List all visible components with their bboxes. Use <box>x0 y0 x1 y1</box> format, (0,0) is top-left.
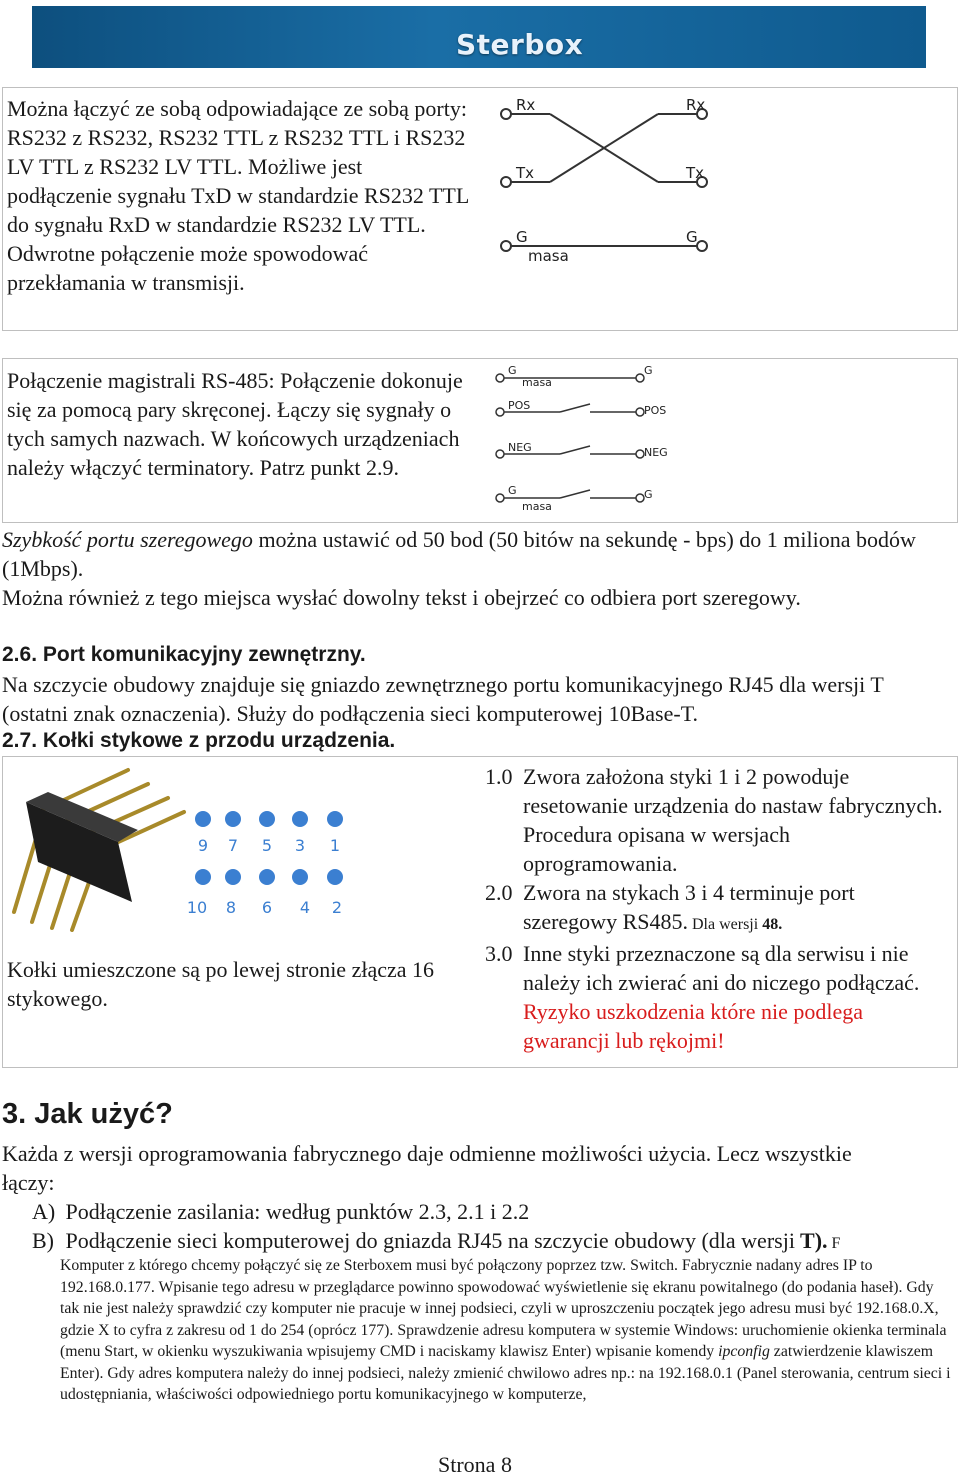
list-item-a-text: Podłączenie zasilania: według punktów 2.3, 2.1 i 2.2 <box>65 1199 530 1224</box>
section-26-text: Na szczycie obudowy znajduje się gniazdo zewnętrznego portu komunikacyjnego RJ45 dla wersji T (ostatni znak oznaczenia). Służy do podłączenia sieci komputerowej 10Base-T. <box>2 672 884 726</box>
rs485-bus-diagram <box>490 364 680 514</box>
pins-caption: Kołki umieszczone są po lewej stronie złącza 16 stykowego. <box>7 957 435 1011</box>
pin-label-3: 3 <box>294 836 306 855</box>
serial-speed-term: Szybkość portu szeregowego <box>2 527 253 552</box>
pin-label-1: 1 <box>329 836 341 855</box>
jumper-item-1 <box>485 762 947 878</box>
pos-right-label: POS <box>644 404 667 417</box>
neg-right-label: NEG <box>644 446 668 459</box>
jumper-item-2-text: Zwora na stykach 3 i 4 terminuje port szeregowy RS485. <box>523 880 855 934</box>
section-3-intro: Każda z wersji oprogramowania fabrycznego daje odmienne możliwości użycia. Lecz wszystkie łączy: <box>2 1141 852 1195</box>
list-item-b-letter: B) <box>32 1228 54 1253</box>
pin-header-illustration <box>8 762 188 932</box>
jumper-item-2-version-number: 48. <box>762 916 783 933</box>
network-instructions-continuation: zatwierdzenie klawiszem Enter). Gdy adres komputera należy do innej podsieci, należy zmienić chwilowo adres np.: na 192.168.0.1 (Panel sterowania, centrum sieci i udostępniania, właściwości odpowiedniego portu komunikacyjnego w komputerze, <box>60 1343 951 1403</box>
section-26-heading: 2.6. Port komunikacyjny zewnętrzny. <box>2 643 366 666</box>
jumper-item-3-number: 3.0 <box>485 941 513 966</box>
serial-speed-text <box>2 525 952 612</box>
pin-label-6: 6 <box>261 898 273 917</box>
list-item-b <box>32 1226 952 1258</box>
section-3-heading: 3. Jak użyć? <box>2 1098 173 1130</box>
serial-send-text: Można również z tego miejsca wysłać dowolny tekst i obejrzeć co odbiera port szeregowy. <box>2 585 801 610</box>
pin-label-8: 8 <box>225 898 237 917</box>
jumper-item-2-version: Dla wersji <box>687 916 763 933</box>
jumper-item-1-number: 1.0 <box>485 764 513 789</box>
g-top-left-label: G <box>508 364 517 377</box>
g-bottom-right-label: G <box>644 488 653 501</box>
jumper-item-2-number: 2.0 <box>485 880 513 905</box>
section-27-heading: 2.7. Kołki stykowe z przodu urządzenia. <box>2 729 396 752</box>
list-item-b-version: T). <box>794 1228 828 1253</box>
jumper-item-3-warning: Ryzyko uszkodzenia które nie podlega gwarancji lub rękojmi! <box>523 999 864 1053</box>
jumper-item-3 <box>485 939 947 1055</box>
jumper-item-1-text: Zwora założona styki 1 i 2 powoduje resetowanie urządzenia do nastaw fabrycznych. Procedura opisana w wersjach oprogramowania. <box>523 764 943 876</box>
pos-left-label: POS <box>508 399 531 412</box>
pin-label-10: 10 <box>186 898 208 917</box>
list-item-b-text: Podłączenie sieci komputerowej do gniazda RJ45 na szczycie obudowy (dla wersji <box>65 1228 795 1253</box>
jumper-item-3-text: Inne styki przeznaczone są dla serwisu i nie należy ich zwierać ani do niczego podłączać. <box>523 941 920 995</box>
jumper-item-2 <box>485 878 947 939</box>
pin-label-4: 4 <box>299 898 311 917</box>
rs232-crossover-diagram <box>490 98 720 268</box>
serial-connection-text: Można łączyć ze sobą odpowiadające ze sobą porty: RS232 z RS232, RS232 TTL z RS232 TTL i RS232 LV TTL z RS232 LV TTL. Możliwe jest podłączenie sygnału TxD w standardzie RS232 TTL do sygnału RxD w standardzie RS232 LV TTL. Odwrotne połączenie może spowodować przekłamania w transmisji. <box>7 96 469 295</box>
masa-top-label: masa <box>522 376 552 389</box>
serial-speed-rest: można ustawić od 50 bod (50 bitów na sekundę - bps) do 1 miliona bodów (1Mbps). <box>2 527 916 581</box>
masa-label: masa <box>528 247 569 265</box>
jumper-list <box>485 762 947 1055</box>
g-right-label: G <box>686 228 698 246</box>
network-instructions-text: Komputer z którego chcemy połączyć się ze Sterboxem musi być połączony poprzez tzw. Switch. Fabrycznie nadany adres IP to 192.168.0.177. Wpisanie tego adresu w przeglądarce powinno spowodować wyświetlenie się ekranu powitalnego (do podania haseł). Gdy tak nie jest należy sprawdzić czy komputer nie pracuje w innej podsieci, czyli w uproszczeniu początek jego adresu musi być 192.168.0.X, gdzie X to cyfra z zakresu od 1 do 254 (oprócz 177). Sprawdzenie adresu komputera w systemie Windows: uruchomienie okienka terminala (menu Start, w okienku wyszukiwania wpisujemy CMD i naciskamy klawisz Enter) wpisanie komendy <box>60 1257 947 1360</box>
neg-left-label: NEG <box>508 441 532 454</box>
header-banner <box>32 6 926 68</box>
page-number: Strona 8 <box>438 1452 512 1477</box>
rs485-text: Połączenie magistrali RS-485: Połączenie dokonuje się za pomocą pary skręconej. Łączy się sygnały o tych samych nazwach. W końcowych urządzeniach należy włączyć terminatory. Patrz punkt 2.9. <box>7 368 463 480</box>
pin-label-7: 7 <box>227 836 239 855</box>
rx-left-label: Rx <box>516 98 536 114</box>
tx-left-label: Tx <box>516 164 535 182</box>
tx-right-label: Tx <box>686 164 705 182</box>
list-item-a <box>32 1197 952 1226</box>
pin-number-grid <box>185 805 355 917</box>
g-top-right-label: G <box>644 364 653 377</box>
list-item-a-letter: A) <box>32 1199 56 1224</box>
g-left-label: G <box>516 228 528 246</box>
brand-logo: Sterbox <box>456 28 584 61</box>
list-item-b-tail: F <box>827 1235 841 1252</box>
pin-label-5: 5 <box>261 836 273 855</box>
network-instructions <box>60 1255 952 1406</box>
pin-label-2: 2 <box>331 898 343 917</box>
rx-right-label: Rx <box>686 98 706 114</box>
ipconfig-command: ipconfig <box>718 1343 770 1360</box>
pin-label-9: 9 <box>197 836 209 855</box>
masa-bottom-label: masa <box>522 500 552 513</box>
g-bottom-left-label: G <box>508 484 517 497</box>
